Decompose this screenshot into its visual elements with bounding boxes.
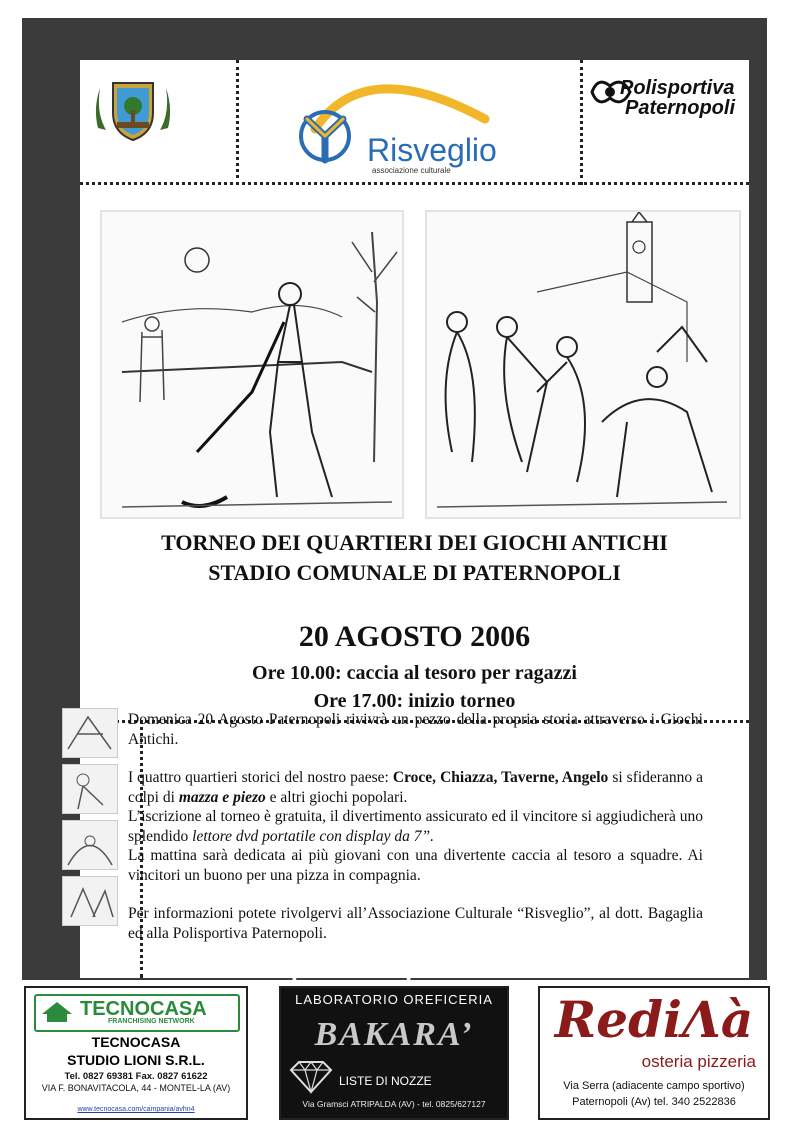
- sketch-icon: [63, 709, 117, 757]
- logo-header: [80, 60, 749, 185]
- illustration-stick-game: [100, 210, 404, 519]
- diamond-icon: [289, 1060, 333, 1094]
- event-schedule-2: Ore 17.00: inizio torneo: [313, 690, 516, 712]
- bakara-brand: BAKARA’: [314, 1016, 474, 1053]
- description-text: I quattro quartieri storici del nostro paese:: [128, 769, 393, 786]
- sketch-icon: [63, 821, 117, 869]
- description-paragraph: Per informazioni potete rivolgervi all’Associazione Culturale “Risveglio”, al dott. Bagaglia ed alla Polisportiva Paternopoli.: [128, 905, 703, 942]
- game-name: mazza e piezo: [178, 788, 266, 806]
- redina-brand: RediΛà: [554, 990, 754, 1049]
- event-title-line-2: STADIO COMUNALE DI PATERNOPOLI: [208, 560, 621, 585]
- website-url[interactable]: www.paternopolionline.it: [213, 958, 587, 982]
- thumbnail-sketch: [62, 876, 118, 926]
- redina-address: Via Serra (adiacente campo sportivo): [563, 1080, 745, 1092]
- sponsor-redina: [538, 986, 770, 1120]
- tecnocasa-brand: TECNOCASA: [80, 998, 207, 1020]
- wrestling-sketch-icon: [427, 212, 739, 517]
- event-description: [128, 710, 703, 962]
- tecnocasa-line-1: TECNOCASA: [91, 1034, 181, 1050]
- sketch-icon: [63, 765, 117, 813]
- polisportiva-logo-text-2: Paternopoli: [625, 97, 736, 119]
- illustration-wrestling-game: [425, 210, 741, 519]
- sponsor-bakara: [279, 986, 509, 1120]
- tecnocasa-link[interactable]: www.tecnocasa.com/campania/avhn4: [77, 1106, 195, 1113]
- description-paragraph: La mattina sarà dedicata ai più giovani con una divertente caccia al tesoro a squadre. Ai vincitori un buono per una pizza in compagnia.: [128, 847, 703, 884]
- description-text: L’iscrizione al torneo è gratuita, il divertimento assicurato ed il vincitore si aggiudicherà uno splendido: [128, 808, 703, 845]
- event-schedule-1: Ore 10.00: caccia al tesoro per ragazzi: [252, 662, 577, 684]
- event-title-line-1: TORNEO DEI QUARTIERI DEI GIOCHI ANTICHI: [161, 530, 668, 555]
- bakara-top-text: LABORATORIO OREFICERIA: [295, 992, 493, 1007]
- tecnocasa-address: VIA F. BONAVITACOLA, 44 - MONTEL-LA (AV): [41, 1083, 231, 1093]
- sketch-icon: [63, 877, 117, 925]
- thumbnail-sketch: [62, 764, 118, 814]
- quarters-names: Croce, Chiazza, Taverne, Angelo: [392, 769, 609, 786]
- description-text: e altri giochi popolari.: [265, 788, 408, 806]
- tecnocasa-phone: Tel. 0827 69381 Fax. 0827 61622: [64, 1071, 208, 1082]
- bakara-tagline: LISTE DI NOZZE: [339, 1074, 432, 1088]
- thumbnail-sketch: [62, 708, 118, 758]
- prize-text: lettore dvd portatile con display da 7”.: [192, 827, 434, 845]
- tecnocasa-network: FRANCHISING NETWORK: [108, 1018, 195, 1025]
- header-divider: [236, 60, 239, 185]
- tecnocasa-line-2: STUDIO LIONI S.R.L.: [67, 1052, 205, 1068]
- tecnocasa-logo: [34, 994, 240, 1032]
- bakara-address: Via Gramsci ATRIPALDA (AV) - tel. 0825/627127: [302, 1099, 486, 1109]
- thumbnail-column: [62, 708, 120, 932]
- stick-game-sketch-icon: [102, 212, 402, 517]
- risveglio-logo-subtitle: associazione culturale: [372, 166, 451, 175]
- coat-of-arms-icon: [88, 68, 178, 148]
- redina-subtitle: osteria pizzeria: [641, 1052, 756, 1071]
- header-divider: [580, 60, 583, 185]
- redina-phone: Paternopoli (Av) tel. 340 2522836: [572, 1096, 736, 1108]
- description-text: si sfideranno a colpi di: [128, 769, 703, 806]
- description-paragraph: Domenica 20 Agosto Paternopoli rivivrà un pezzo della propria storia attraverso i Giochi Antichi.: [128, 711, 703, 748]
- sponsor-tecnocasa: [24, 986, 248, 1120]
- event-date: 20 AGOSTO 2006: [298, 620, 531, 653]
- description-paragraph: [128, 807, 703, 846]
- risveglio-logo-text: Risveglio: [367, 132, 497, 168]
- header-bottom-divider: [80, 182, 749, 185]
- house-icon: [40, 1000, 74, 1024]
- description-paragraph: [128, 768, 703, 807]
- thumbnail-sketch: [62, 820, 118, 870]
- polisportiva-logo-text-1: Polisportiva: [620, 77, 735, 99]
